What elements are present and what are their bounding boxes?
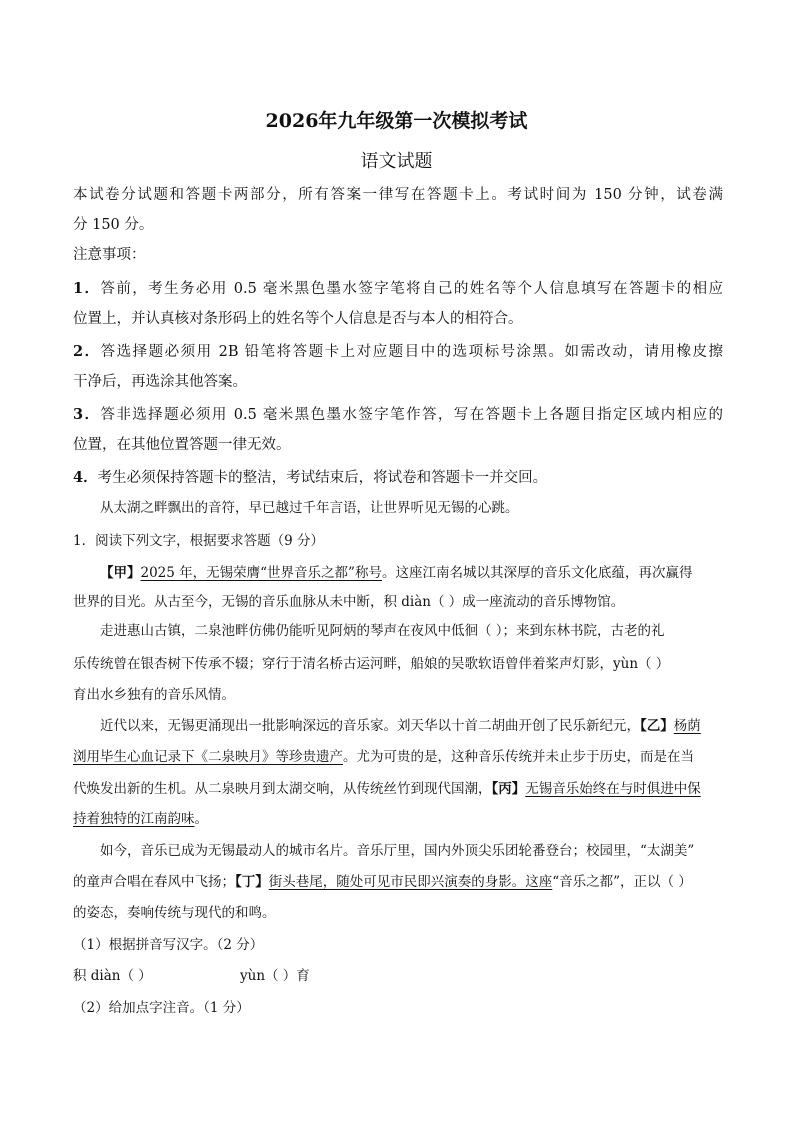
note-3-line-1 bbox=[73, 405, 723, 425]
note-text: 答非选择题必须用 0.5 毫米黑色墨水签字笔作答，写在答题卡上各题目指定区域内相应的 bbox=[100, 407, 723, 423]
p3-line-2 bbox=[73, 747, 694, 767]
lead-sentence: 从太湖之畔飘出的音符，早已越过千年言语，让世界听见无锡的心跳。 bbox=[100, 500, 519, 516]
note-2-line-2: 干净后，再选涂其他答案。 bbox=[73, 374, 247, 390]
notice-label: 注意事项： bbox=[73, 247, 146, 263]
note-1-line-1 bbox=[73, 279, 723, 299]
marker-yi: 【乙】 bbox=[640, 718, 674, 734]
p4-text: 的童声合唱在春风中飞扬； bbox=[73, 874, 235, 890]
p4-text: “音乐之都”，正以（ ） bbox=[552, 874, 692, 890]
note-text: 考生必须保持答题卡的整洁，考试结束后，将试卷和答题卡一并交回。 bbox=[97, 470, 548, 486]
p1-line-2: 世界的目光。从古至今，无锡的音乐血脉从未中断，积 diàn（ ）成一座流动的音乐博物馆。 bbox=[73, 594, 625, 610]
p2-line-1: 走进惠山古镇，二泉池畔仿佛仍能听见阿炳的琴声在夜风中低徊（ ）；来到东林书院，古老的礼 bbox=[100, 623, 665, 639]
sentence-yi-part1: 杨荫 bbox=[673, 718, 701, 734]
sentence-ding: 街头巷尾，随处可见市民即兴演奏的身影。这座 bbox=[268, 874, 553, 890]
p3-line-1 bbox=[100, 716, 701, 736]
intro-line-2: 分 150 分。 bbox=[73, 217, 154, 233]
subquestion-1-heading: （1）根据拼音写汉字。（2 分） bbox=[73, 937, 264, 953]
note-text: 答前，考生务必用 0.5 毫米黑色墨水签字笔将自己的姓名等个人信息填写在答题卡的相应 bbox=[100, 281, 723, 297]
p1-text: 。这座江南名城以其深厚的音乐文化底蕴，再次赢得 bbox=[381, 565, 693, 581]
note-number: 1． bbox=[73, 280, 101, 297]
sentence-bing-part2: 持着独特的江南韵味 bbox=[73, 811, 195, 827]
exam-title: 2026年九年级第一次模拟考试 bbox=[265, 110, 528, 132]
p3-text: 代焕发出新的生机。从二泉映月到太湖交响，从传统丝竹到现代国潮， bbox=[73, 781, 492, 797]
question-1-heading: 1．阅读下列文字，根据要求答题（9 分） bbox=[73, 533, 324, 549]
note-2-line-1 bbox=[73, 342, 723, 362]
p4-line-3: 的姿态，奏响传统与现代的和鸣。 bbox=[73, 905, 276, 921]
p4-line-2 bbox=[73, 872, 692, 892]
note-1-line-2: 位置上，并认真核对条形码上的姓名等个人信息是否与本人的相符合。 bbox=[73, 311, 523, 327]
note-text: 答选择题必须用 2B 铅笔将答题卡上对应题目中的选项标号涂黑。如需改动，请用橡皮擦 bbox=[100, 344, 723, 360]
note-3-line-2: 位置，在其他位置答题一律无效。 bbox=[73, 437, 291, 453]
marker-jia: 【甲】 bbox=[100, 565, 141, 581]
note-4-line-1 bbox=[73, 468, 547, 488]
intro-line-1: 本试卷分试题和答题卡两部分，所有答案一律写在答题卡上。考试时间为 150 分钟，试卷满 bbox=[73, 187, 723, 203]
exam-subtitle: 语文试题 bbox=[360, 151, 433, 172]
p3-text: 。 bbox=[194, 811, 208, 827]
note-number: 3． bbox=[73, 406, 101, 423]
note-number: 2． bbox=[73, 343, 101, 360]
p3-line-4 bbox=[73, 809, 208, 829]
subquestion-1-answer-a: 积 diàn（ ） bbox=[73, 968, 152, 984]
marker-bing: 【丙】 bbox=[491, 781, 526, 797]
sentence-bing-part1: 无锡音乐始终在与时俱进中保 bbox=[525, 781, 701, 797]
p3-text: 近代以来，无锡更涌现出一批影响深远的音乐家。刘天华以十首二胡曲开创了民乐新纪元， bbox=[100, 718, 640, 734]
subquestion-1-answer-b: yùn（ ）育 bbox=[240, 968, 310, 984]
p3-line-3 bbox=[73, 779, 701, 799]
p4-line-1: 如今，音乐已成为无锡最动人的城市名片。音乐厅里，国内外顶尖乐团轮番登台；校园里，“太湖美” bbox=[100, 843, 695, 859]
sentence-yi-part2: 浏用毕生心血记录下《二泉映月》等珍贵遗产 bbox=[73, 749, 343, 765]
p2-line-3: 育出水乡独有的音乐风情。 bbox=[73, 687, 235, 703]
p2-line-2: 乐传统曾在银杏树下传承不辍；穿行于清名桥古运河畔，船娘的吴歌软语曾伴着桨声灯影，yùn（ ） bbox=[73, 656, 670, 672]
p3-text: 。尤为可贵的是，这种音乐传统并未止步于历史，而是在当 bbox=[343, 749, 694, 765]
marker-ding: 【丁】 bbox=[235, 874, 269, 890]
note-number: 4． bbox=[73, 469, 98, 486]
subquestion-2-heading: （2）给加点字注音。（1 分） bbox=[73, 1000, 250, 1016]
sentence-jia: 2025 年，无锡荣膺“世界音乐之都”称号 bbox=[140, 565, 382, 581]
p1-line-1 bbox=[100, 563, 692, 583]
